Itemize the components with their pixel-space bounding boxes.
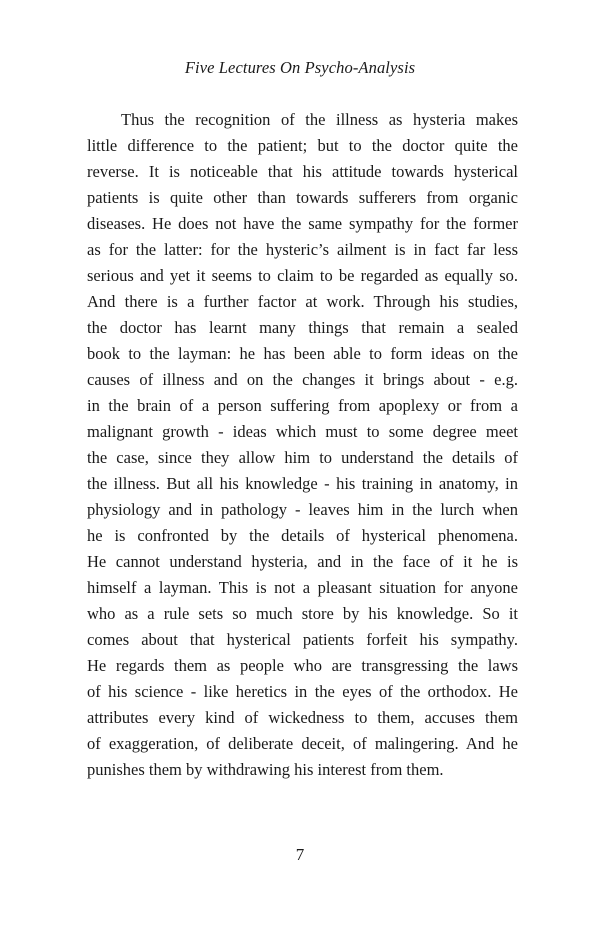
running-head: Five Lectures On Psycho-Analysis [184,58,416,77]
text-line: He cannot understand hysteria, and in the face of it he is [87,552,518,571]
text-line: patients is quite other than towards sufferers from organic [87,188,518,207]
page-number: 7 [295,845,305,864]
text-line: causes of illness and on the changes it brings about - e.g. [87,370,518,389]
text-line: He regards them as people who are transgressing the laws [87,656,518,675]
text-line: of his science - like heretics in the eyes of the orthodox. He [87,682,518,701]
text-line: the doctor has learnt many things that remain a sealed [87,318,518,337]
text-line: of exaggeration, of deliberate deceit, of malingering. And he [87,734,518,753]
text-line: attributes every kind of wickedness to them, accuses them [87,708,518,727]
text-line: he is confronted by the details of hysterical phenomena. [87,526,518,545]
text-line: in the brain of a person suffering from apoplexy or from a [87,396,518,415]
text-line: And there is a further factor at work. Through his studies, [87,292,518,311]
text-line: comes about that hysterical patients forfeit his sympathy. [87,630,518,649]
text-line: as for the latter: for the hysteric’s ailment is in fact far less [87,240,518,259]
text-line: malignant growth - ideas which must to some degree meet [87,422,518,441]
text-line: the illness. But all his knowledge - his training in anatomy, in [87,474,518,493]
text-line: little difference to the patient; but to the doctor quite the [87,136,518,155]
text-line: the case, since they allow him to understand the details of [87,448,518,467]
text-line: who as a rule sets so much store by his knowledge. So it [87,604,518,623]
text-line: diseases. He does not have the same sympathy for the former [87,214,518,233]
body-paragraph [87,107,518,783]
text-line: book to the layman: he has been able to form ideas on the [87,344,518,363]
text-line: serious and yet it seems to claim to be regarded as equally so. [87,266,518,285]
text-line: himself a layman. This is not a pleasant situation for anyone [87,578,518,597]
text-line: physiology and in pathology - leaves him in the lurch when [87,500,518,519]
text-line: Thus the recognition of the illness as hysteria makes [121,110,518,129]
text-line: reverse. It is noticeable that his attitude towards hysterical [87,162,518,181]
text-line: punishes them by withdrawing his interest from them. [87,760,444,779]
